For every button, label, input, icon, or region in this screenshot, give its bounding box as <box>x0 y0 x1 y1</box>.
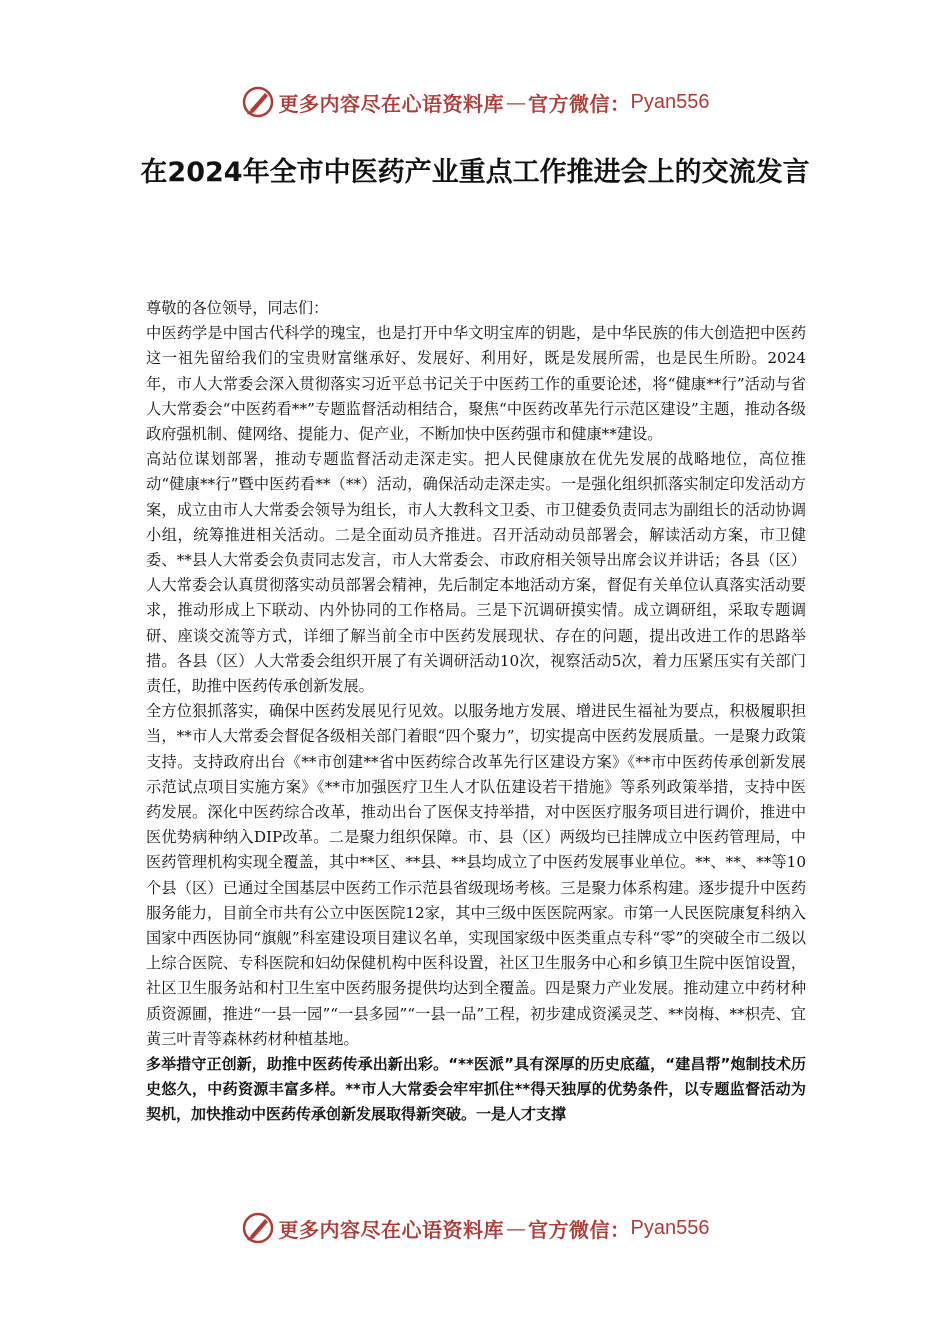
document-body <box>146 296 806 1127</box>
watermark-header <box>0 82 950 122</box>
brush-logo-icon <box>241 85 275 119</box>
watermark-text: 更多内容尽在心语资料库 <box>278 91 505 116</box>
watermark-label: 官方微信： <box>528 1217 631 1242</box>
watermark-label: 官方微信： <box>528 91 631 116</box>
watermark-account: Pyan556 <box>630 1216 710 1239</box>
brush-logo-icon <box>241 1211 275 1245</box>
watermark-text: 更多内容尽在心语资料库 <box>278 1217 505 1242</box>
paragraph-planning: 高站位谋划部署，推动专题监督活动走深走实。把人民健康放在优先发展的战略地位，高位推动“健康**行”暨中医药看**（**）活动，确保活动走深走实。一是强化组织抓落实制定印发活动方案，成立由市人大常委会领导为组长，市人大教科文卫委、市卫健委负责同志为副组长的活动协调小组，统筹推进相关活动。二是全面动员齐推进。召开活动动员部署会，解读活动方案，市卫健委、**县人大常委会负责同志发言，市人大常委会、市政府相关领导出席会议并讲话；各县（区）人大常委会认真贯彻落实动员部署会精神，先后制定本地活动方案，督促有关单位认真落实活动要求，推动形成上下联动、内外协同的工作格局。三是下沉调研摸实情。成立调研组，采取专题调研、座谈交流等方式，详细了解当前全市中医药发展现状、存在的问题，提出改进工作的思路举措。各县（区）人大常委会组织开展了有关调研活动10次，视察活动5次，着力压紧压实有关部门责任，助推中医药传承创新发展。 <box>146 450 806 696</box>
watermark-footer <box>0 1208 950 1248</box>
paragraph-intro: 中医药学是中国古代科学的瑰宝，也是打开中华文明宝库的钥匙，是中华民族的伟大创造把中医药这一祖先留给我们的宝贵财富继承好、发展好、利用好，既是发展所需，也是民生所盼。2024年，市人大常委会深入贯彻落实习近平总书记关于中医药工作的重要论述，将“健康**行”活动与省人大常委会“中医药看**”专题监督活动相结合，聚焦“中医药改革先行示范区建设”主题，推动各级政府强机制、健网络、提能力、促产业，不断加快中医药强市和健康**建设。 <box>146 324 806 444</box>
watermark-separator: — <box>506 1216 527 1240</box>
paragraph-implementation: 全方位狠抓落实，确保中医药发展见行见效。以服务地方发展、增进民生福祉为要点，积极履职担当，**市人大常委会督促各级相关部门着眼“四个聚力”，切实提高中医药发展质量。一是聚力政策支持。支持政府出台《**市创建**省中医药综合改革先行区建设方案》《**市中医药传承创新发展示范试点项目实施方案》《**市加强医疗卫生人才队伍建设若干措施》等系列政策举措，支持中医药发展。深化中医药综合改革，推动出台了医保支持举措，对中医医疗服务项目进行调价，推进中医优势病种纳入DIP改革。二是聚力组织保障。市、县（区）两级均已挂牌成立中医药管理局，中医药管理机构实现全覆盖，其中**区、**县、**县均成立了中医药发展事业单位。**、**、**等10个县（区）已通过全国基层中医药工作示范县省级现场考核。三是聚力体系构建。逐步提升中医药服务能力，目前全市共有公立中医医院12家，其中三级中医医院两家。市第一人民医院康复科纳入国家中西医协同“旗舰”科室建设项目建议名单，实现国家级中医类重点专科“零”的突破全市二级以上综合医院、专科医院和妇幼保健机构中医科设置，社区卫生服务中心和乡镇卫生院中医馆设置，社区卫生服务站和村卫生室中医药服务提供均达到全覆盖。四是聚力产业发展。推动建立中药材种质资源圃，推进“一县一园”“一县多园”“一县一品”工程，初步建成资溪灵芝、**岗梅、**枳壳、宜黄三叶青等森林药材种植基地。 <box>146 702 806 1048</box>
watermark-account: Pyan556 <box>630 90 710 113</box>
watermark-separator: — <box>506 90 527 114</box>
paragraph-innovation: 多举措守正创新，助推中医药传承出新出彩。“**医派”具有深厚的历史底蕴，“建昌帮”炮制技术历史悠久，中药资源丰富多样。**市人大常委会牢牢抓住**得天独厚的优势条件，以专题监督活动为契机，加快推动中医药传承创新发展取得新突破。一是人才支撑 <box>146 1055 806 1124</box>
document-title: 在2024年全市中医药产业重点工作推进会上的交流发言 <box>140 157 810 188</box>
salutation: 尊敬的各位领导，同志们： <box>146 299 329 317</box>
